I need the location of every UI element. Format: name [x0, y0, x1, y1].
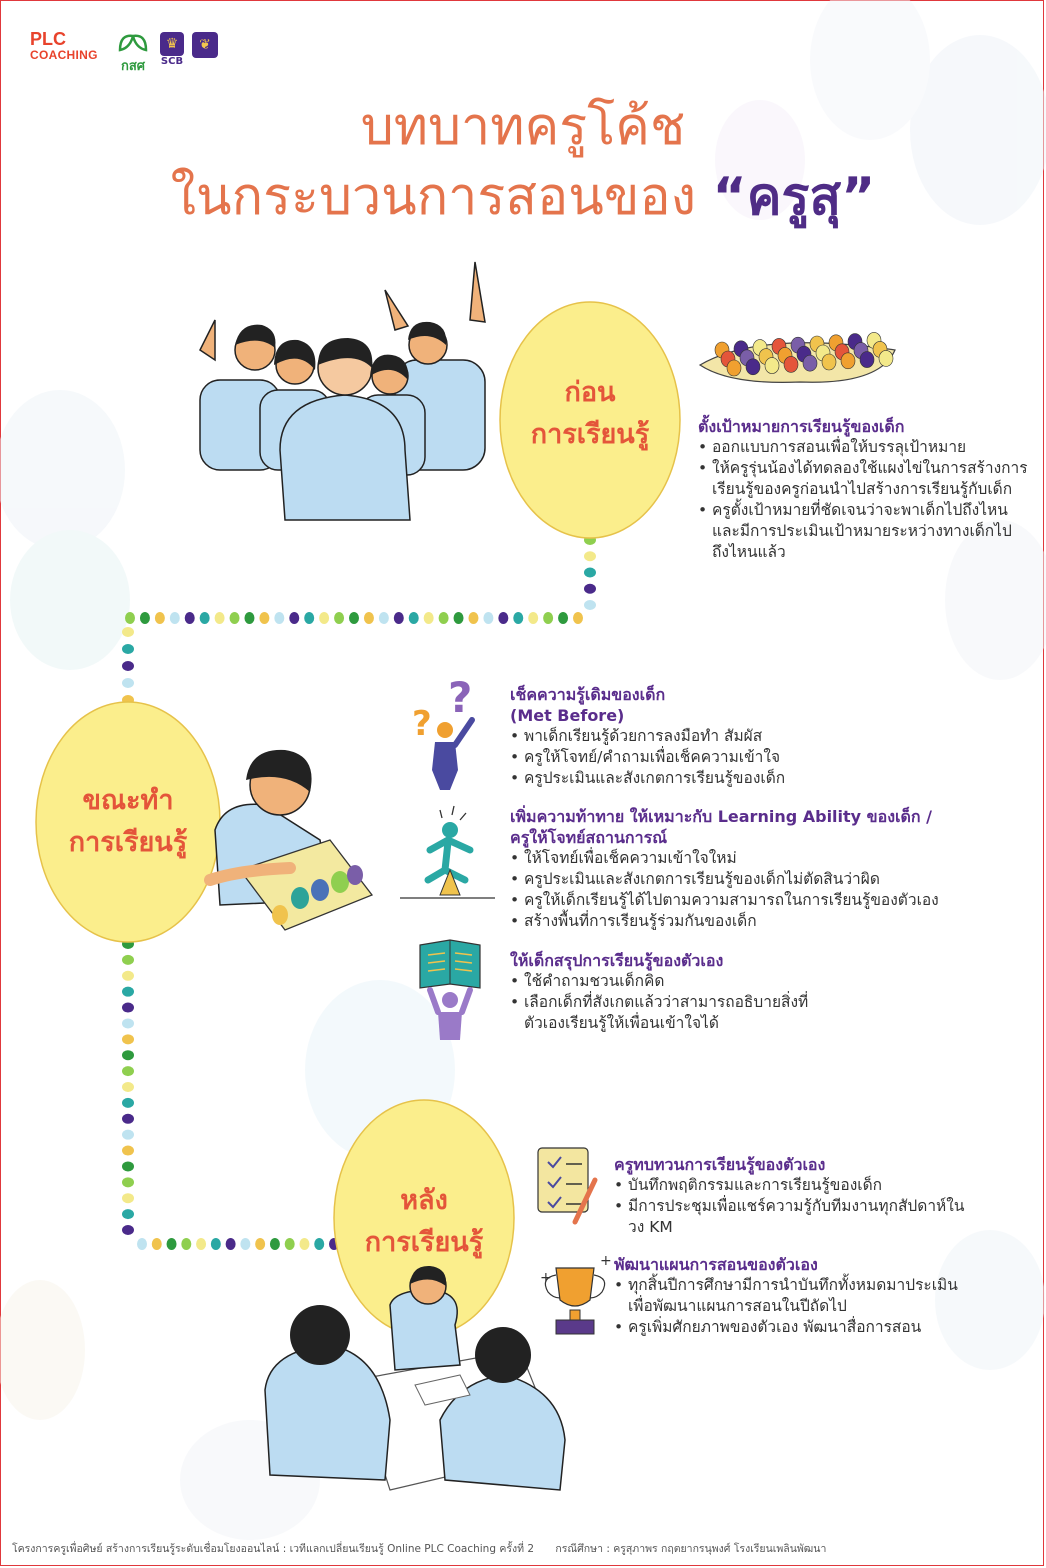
list-item: • ครูประเมินและสังเกตการเรียนรู้ของเด็กไม่ตัดสินว่าผิด: [510, 869, 1010, 890]
path-dot: [122, 644, 134, 654]
path-dot: [270, 1238, 280, 1250]
path-dot: [122, 1098, 134, 1108]
path-dot: [122, 661, 134, 671]
path-dot: [584, 551, 596, 561]
path-dot: [200, 612, 210, 624]
path-dot: [240, 1238, 250, 1250]
students-illustration: [200, 262, 485, 520]
path-dot: [468, 612, 478, 624]
path-dot: [122, 955, 134, 965]
kss-logo-text: กสศ: [120, 59, 146, 74]
path-dot: [170, 612, 180, 624]
path-dot: [314, 1238, 324, 1250]
phase-after-line2: การเรียนรู้: [364, 1227, 484, 1258]
list-item: • ให้ครูรุ่นน้องได้ทดลองใช้แผงไข่ในการสร้างการเรียนรู้ของครูก่อนนำไปสร้างการเรียนรู้กับเด็ก: [698, 458, 1028, 500]
phase-during-line1: ขณะทำ: [82, 785, 174, 816]
path-dot: [122, 1161, 134, 1171]
list-item: • ใช้คำถามชวนเด็กคิด: [510, 971, 810, 992]
tray-egg: [841, 353, 855, 369]
tray-egg: [822, 354, 836, 370]
path-dot: [289, 612, 299, 624]
section-review: [614, 1154, 974, 1238]
path-dot: [155, 612, 165, 624]
path-dot: [122, 1209, 134, 1219]
meeting-illustration: [265, 1266, 565, 1490]
section-summary-heading: ให้เด็กสรุปการเรียนรู้ของตัวเอง: [510, 951, 724, 970]
phase-before-label: [500, 372, 680, 456]
foundation-emblem-icon: ❦: [192, 32, 218, 58]
path-dot: [185, 612, 195, 624]
section-goal-list: [698, 437, 1028, 563]
section-summary-list: [510, 971, 810, 1034]
path-dot: [364, 612, 374, 624]
path-dot: [259, 612, 269, 624]
path-dot: [140, 612, 150, 624]
section-challenge-list: [510, 848, 1010, 932]
section-challenge: [510, 806, 1010, 932]
path-dot: [167, 1238, 177, 1250]
path-dot: [196, 1238, 206, 1250]
section-check-heading: เช็คความรู้เดิมของเด็ก: [510, 685, 666, 704]
tray-egg: [727, 360, 741, 376]
section-summary: [510, 950, 810, 1034]
path-dot: [122, 627, 134, 637]
path-dot: [274, 612, 284, 624]
path-dot: [285, 1238, 295, 1250]
path-dot: [152, 1238, 162, 1250]
path-dot: [498, 612, 508, 624]
path-dot: [122, 1114, 134, 1124]
path-dot: [122, 1066, 134, 1076]
svg-text:+: +: [540, 1270, 552, 1286]
path-dot: [513, 612, 523, 624]
phase-before-line2: การเรียนรู้: [530, 419, 650, 450]
path-dot: [122, 1082, 134, 1092]
svg-text:?: ?: [412, 704, 432, 744]
path-dot: [122, 1018, 134, 1028]
path-dot: [230, 612, 240, 624]
path-dot: [528, 612, 538, 624]
path-dot: [543, 612, 553, 624]
footer-case-study: กรณีศึกษา : ครูสุภาพร กฤตยากรนุพงศ์ โรงเรียนเพลินพัฒนา: [555, 1543, 827, 1555]
scb-logo: [158, 32, 186, 72]
title-teacher-name: “ครูสุ”: [712, 167, 876, 227]
section-goal: [698, 416, 1028, 563]
tray-egg: [784, 356, 798, 372]
path-dot: [573, 612, 583, 624]
phase-during-label: [36, 780, 220, 864]
path-dot: [409, 612, 419, 624]
tray-egg: [765, 358, 779, 374]
section-develop-heading: พัฒนาแผนการสอนของตัวเอง: [614, 1255, 818, 1274]
svg-text:?: ?: [448, 673, 473, 722]
title-line-1: บทบาทครูโค้ช: [360, 97, 686, 157]
path-dot: [584, 584, 596, 594]
path-dot: [334, 612, 344, 624]
path-dot: [122, 1050, 134, 1060]
section-check-subheading: (Met Before): [510, 706, 625, 725]
phase-after-line1: หลัง: [400, 1185, 448, 1216]
path-dot: [584, 600, 596, 610]
path-dot: [211, 1238, 221, 1250]
egg-tray-illustration: [700, 332, 895, 382]
plc-logo-top: PLC: [30, 29, 66, 49]
scb-logo-text: SCB: [160, 56, 184, 67]
path-dot: [226, 1238, 236, 1250]
path-dot: [215, 612, 225, 624]
scb-emblem-icon: ♛: [160, 32, 184, 56]
plc-coaching-logo: [30, 30, 110, 70]
jumping-person-icon: [400, 806, 495, 898]
title-line-2-prefix: ในกระบวนการสอนของ: [170, 167, 696, 227]
checklist-icon: [538, 1148, 595, 1222]
section-review-heading: ครูทบทวนการเรียนรู้ของตัวเอง: [614, 1155, 826, 1174]
list-item: • ครูเพิ่มศักยภาพของตัวเอง พัฒนาสื่อการสอน: [614, 1317, 974, 1338]
list-item: • บันทึกพฤติกรรมและการเรียนรู้ของเด็ก: [614, 1175, 974, 1196]
section-challenge-heading: เพิ่มความท้าทาย ให้เหมาะกับ Learning Ability ของเด็ก /: [510, 807, 932, 826]
path-dot: [122, 678, 134, 688]
section-check: [510, 684, 830, 789]
list-item: • สร้างพื้นที่การเรียนรู้ร่วมกันของเด็ก: [510, 911, 1010, 932]
kss-leaf-icon: [116, 30, 150, 54]
section-challenge-subheading: ครูให้โจทย์สถานการณ์: [510, 828, 668, 847]
list-item: • ออกแบบการสอนเพื่อให้บรรลุเป้าหมาย: [698, 437, 1028, 458]
path-dot: [122, 1146, 134, 1156]
path-dot: [584, 568, 596, 578]
tray-egg: [746, 359, 760, 375]
path-dot: [558, 612, 568, 624]
list-item: • ครูให้โจทย์/คำถามเพื่อเช็คความเข้าใจ: [510, 747, 830, 768]
trophy-icon: [540, 1253, 612, 1334]
path-dot: [122, 987, 134, 997]
list-item: • เลือกเด็กที่สังเกตแล้วว่าสามารถอธิบายสิ่งที่ตัวเองเรียนรู้ให้เพื่อนเข้าใจได้: [510, 992, 810, 1034]
svg-text:+: +: [600, 1253, 612, 1269]
path-dot: [122, 1225, 134, 1235]
tray-egg: [860, 352, 874, 368]
footer-project: โครงการครูเพื่อศิษย์ สร้างการเรียนรู้ระดับเชื่อมโยงออนไลน์ : เวทีแลกเปลี่ยนเรียนรู้ Online PLC Coaching ครั้งที่ 2: [12, 1543, 535, 1555]
list-item: • มีการประชุมเพื่อแชร์ความรู้กับทีมงานทุกสัปดาห์ในวง KM: [614, 1196, 974, 1238]
section-check-list: [510, 726, 830, 789]
path-dot: [379, 612, 389, 624]
phase-after-label: [334, 1180, 514, 1264]
path-dot: [319, 612, 329, 624]
section-goal-heading: ตั้งเป้าหมายการเรียนรู้ของเด็ก: [698, 417, 905, 436]
path-dot: [394, 612, 404, 624]
path-dot: [439, 612, 449, 624]
path-dot: [255, 1238, 265, 1250]
path-dot: [122, 1034, 134, 1044]
section-develop-list: [614, 1275, 974, 1338]
path-dot: [125, 612, 135, 624]
tray-egg: [803, 355, 817, 371]
path-dot: [122, 971, 134, 981]
list-item: • ครูประเมินและสังเกตการเรียนรู้ของเด็ก: [510, 768, 830, 789]
path-dot: [304, 612, 314, 624]
path-dot: [122, 1130, 134, 1140]
path-dot: [181, 1238, 191, 1250]
list-item: • ให้โจทย์เพื่อเช็คความเข้าใจใหม่: [510, 848, 1010, 869]
footer: [12, 1540, 1032, 1557]
path-dot: [349, 612, 359, 624]
section-review-list: [614, 1175, 974, 1238]
kss-logo: [114, 30, 152, 72]
list-item: • ครูตั้งเป้าหมายที่ชัดเจนว่าจะพาเด็กไปถึงไหน และมีการประเมินเป้าหมายระหว่างทางเด็กไปถึงไหนแล้ว: [698, 500, 1028, 563]
path-dot: [122, 1177, 134, 1187]
plc-logo-bottom: COACHING: [30, 48, 98, 62]
section-develop: [614, 1254, 974, 1338]
list-item: • ครูให้เด็กเรียนรู้ได้ไปตามความสามารถในการเรียนรู้ของตัวเอง: [510, 890, 1010, 911]
phase-before-line1: ก่อน: [564, 377, 616, 408]
list-item: • ทุกสิ้นปีการศึกษามีการนำบันทึกทั้งหมดมาประเมิน เพื่อพัฒนาแผนการสอนในปีถัดไป: [614, 1275, 974, 1317]
path-dot: [122, 1003, 134, 1013]
title-line-2: [0, 165, 1046, 229]
phase-during-line2: การเรียนรู้: [68, 827, 188, 858]
path-dot: [137, 1238, 147, 1250]
path-dot: [244, 612, 254, 624]
path-dot: [122, 1193, 134, 1203]
path-dot: [299, 1238, 309, 1250]
path-dot: [483, 612, 493, 624]
foundation-logo: [192, 32, 220, 72]
list-item: • พาเด็กเรียนรู้ด้วยการลงมือทำ สัมผัส: [510, 726, 830, 747]
tray-egg: [879, 350, 893, 366]
child-with-tray-illustration: [210, 750, 372, 930]
path-dot: [424, 612, 434, 624]
path-dot: [454, 612, 464, 624]
question-person-icon: [412, 673, 472, 790]
